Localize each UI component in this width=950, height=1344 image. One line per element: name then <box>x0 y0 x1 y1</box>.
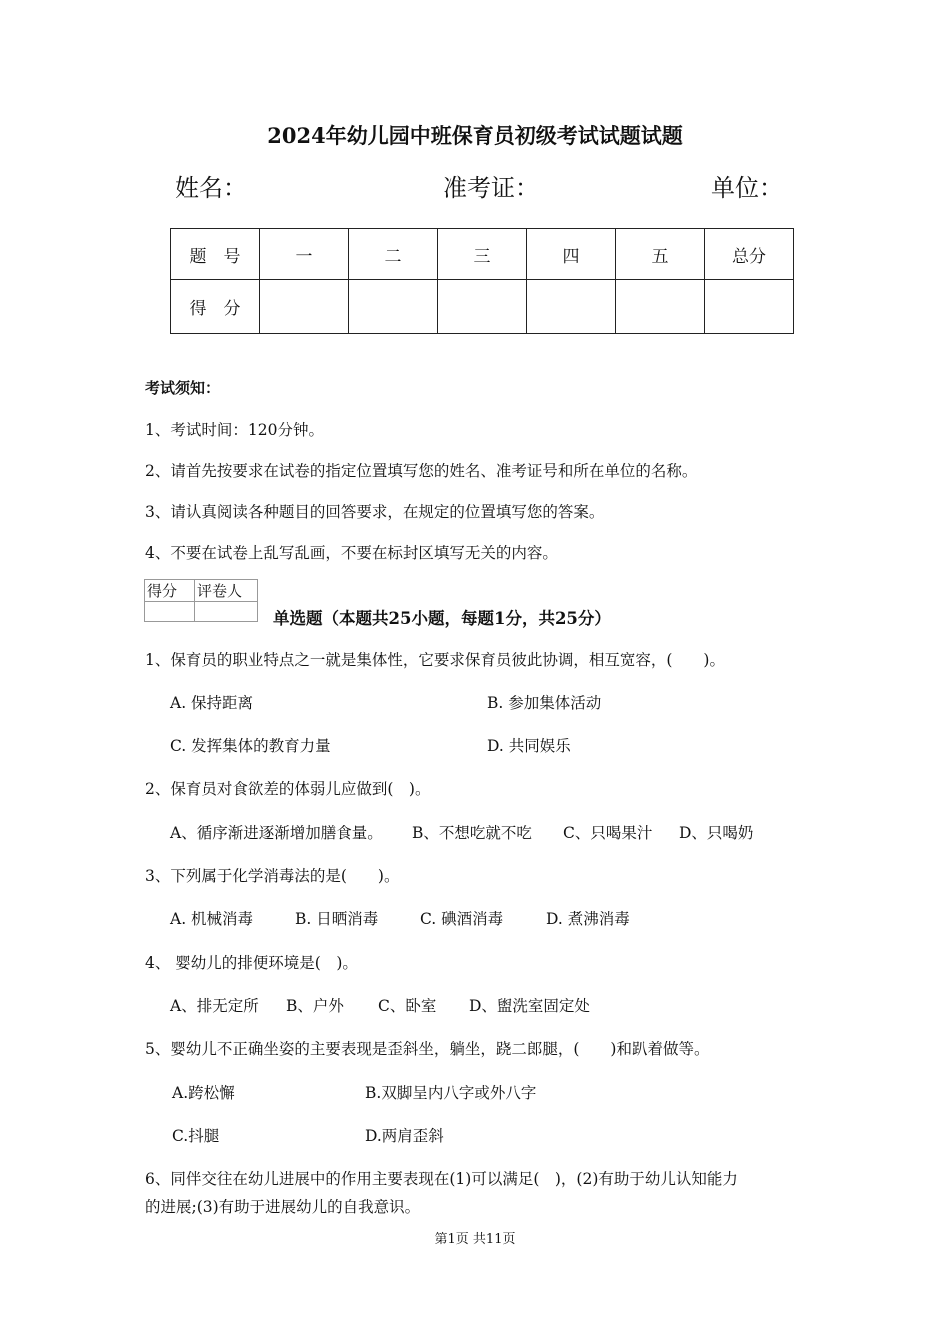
option-b: B. 日晒消毒 <box>295 910 379 928</box>
option-c: C. 碘酒消毒 <box>420 910 504 928</box>
score-header-cell: 四 <box>527 229 616 280</box>
score-cell <box>438 280 527 334</box>
option-b: B.双脚呈内八字或外八字 <box>365 1084 537 1102</box>
option-d: D.两肩歪斜 <box>365 1127 444 1145</box>
option-a: A、循序渐进逐渐增加膳食量。 <box>170 824 383 842</box>
name-field-label: 姓名： <box>175 174 247 202</box>
option-c: C、只喝果汁 <box>563 824 653 842</box>
question-stem: 1、保育员的职业特点之一就是集体性，它要求保育员彼此协调，相互宽容，( )。 <box>145 651 725 669</box>
notice-item: 4、不要在试卷上乱写乱画，不要在标封区填写无关的内容。 <box>145 544 558 562</box>
option-b: B、户外 <box>286 997 344 1015</box>
option-d: D、盥洗室固定处 <box>469 997 590 1015</box>
score-cell <box>527 280 616 334</box>
page-title: 2024年幼儿园中班保育员初级考试试题试题 <box>267 123 683 148</box>
question-stem: 3、下列属于化学消毒法的是( )。 <box>145 867 400 885</box>
score-cell <box>349 280 438 334</box>
question-stem: 4、 婴幼儿的排便环境是( )。 <box>145 954 358 972</box>
score-header-cell: 总分 <box>705 229 794 280</box>
score-cell <box>705 280 794 334</box>
score-header-cell: 二 <box>349 229 438 280</box>
score-row-label: 得 分 <box>171 280 260 334</box>
option-c: C、卧室 <box>378 997 437 1015</box>
notice-item: 1、考试时间：120分钟。 <box>145 421 324 439</box>
section-title: 单选题（本题共25小题，每题1分，共25分） <box>273 609 611 628</box>
notice-heading: 考试须知： <box>145 379 221 397</box>
question-stem-continued: 的进展;(3)有助于进展幼儿的自我意识。 <box>145 1198 421 1216</box>
option-c: C. 发挥集体的教育力量 <box>170 737 331 755</box>
grader-reviewer-cell <box>195 602 258 622</box>
notice-item: 3、请认真阅读各种题目的回答要求，在规定的位置填写您的答案。 <box>145 503 605 521</box>
score-header-cell: 一 <box>260 229 349 280</box>
option-b: B、不想吃就不吃 <box>412 824 532 842</box>
score-cell <box>616 280 705 334</box>
score-header-cell: 五 <box>616 229 705 280</box>
option-a: A.跨松懈 <box>172 1084 235 1102</box>
option-d: D. 煮沸消毒 <box>546 910 630 928</box>
option-d: D. 共同娱乐 <box>487 737 571 755</box>
option-a: A. 保持距离 <box>170 694 254 712</box>
score-header-cell: 三 <box>438 229 527 280</box>
question-stem: 2、保育员对食欲差的体弱儿应做到( )。 <box>145 780 431 798</box>
question-stem: 6、同伴交往在幼儿进展中的作用主要表现在(1)可以满足( )，(2)有助于幼儿认知能力 <box>145 1170 738 1188</box>
score-cell <box>260 280 349 334</box>
page-footer: 第1页 共11页 <box>434 1232 516 1247</box>
score-header-cell: 题 号 <box>171 229 260 280</box>
score-table-header-row <box>171 229 794 280</box>
unit-field-label: 单位： <box>711 174 783 202</box>
question-stem: 5、婴幼儿不正确坐姿的主要表现是歪斜坐，躺坐，跷二郎腿，( )和趴着做等。 <box>145 1040 710 1058</box>
grader-reviewer-label: 评卷人 <box>195 580 258 602</box>
grader-score-cell <box>145 602 195 622</box>
score-table-score-row <box>171 280 794 334</box>
score-table <box>170 228 794 334</box>
option-a: A. 机械消毒 <box>170 910 254 928</box>
option-a: A、排无定所 <box>170 997 259 1015</box>
option-d: D、只喝奶 <box>679 824 754 842</box>
grader-table <box>144 579 258 622</box>
exam-id-field-label: 准考证： <box>443 174 539 202</box>
grader-score-label: 得分 <box>145 580 195 602</box>
option-b: B. 参加集体活动 <box>487 694 602 712</box>
option-c: C.抖腿 <box>172 1127 220 1145</box>
notice-item: 2、请首先按要求在试卷的指定位置填写您的姓名、准考证号和所在单位的名称。 <box>145 462 698 480</box>
